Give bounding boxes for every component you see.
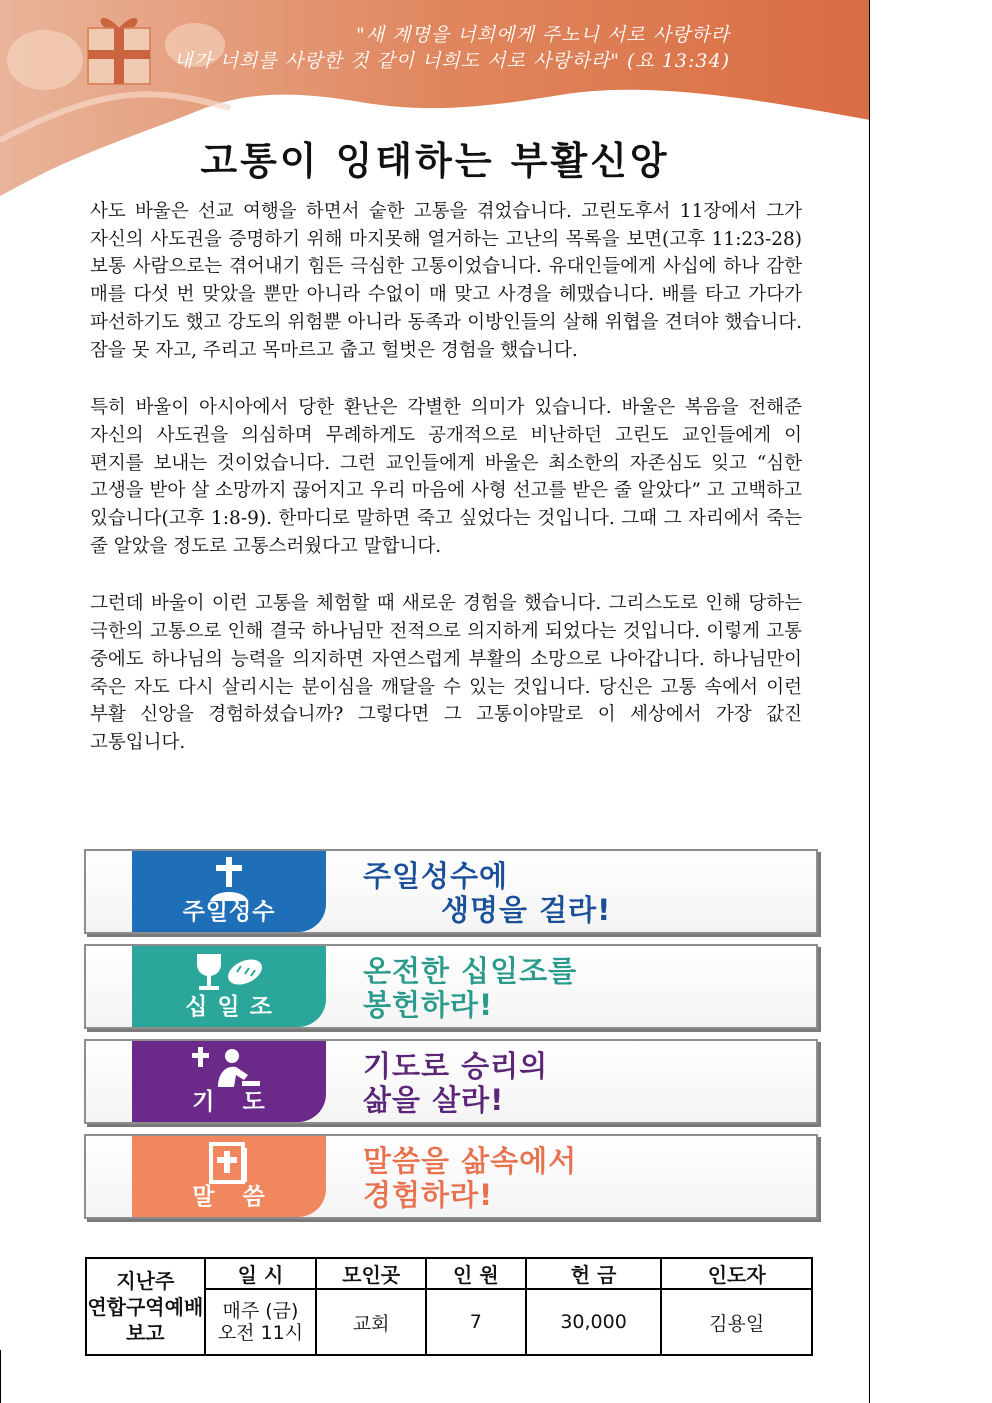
- report-row-header-line1: 지난주: [116, 1268, 175, 1293]
- header-quote-line2: 내가 너희를 사랑한 것 같이 너희도 서로 사랑하라" (요 13:34): [173, 50, 730, 72]
- chalice-bread-icon: [189, 952, 269, 992]
- col-leader: 인도자: [661, 1258, 812, 1289]
- slogan-tithe-line2: 봉헌하라!: [363, 988, 494, 1022]
- badge-label-tithe: 십 일 조: [185, 994, 273, 1020]
- badge-label-sunday: 주일성수: [182, 899, 276, 925]
- cell-datetime: [205, 1289, 317, 1355]
- slogan-word: [363, 1144, 577, 1212]
- paragraph-1: 사도 바울은 선교 여행을 하면서 숱한 고통을 겪었습니다. 고린도후서 11장에서 그가 자신의 사도권을 증명하기 위해 마지못해 열거하는 고난의 목록을 보면(고후 11:23-28) 보통 사람으로는 겪어내기 힘든 극심한 고통이었습니다. 유대인들에게 사십에 하나 감한 매를 다섯 번 맞았을 뿐만 아니라 수없이 매 맞고 사경을 헤맸습니다. 배를 타고 가다가 파선하기도 했고 강도의 위험뿐 아니라 동족과 이방인들의 살해 위협을 견뎌야 했습니다. 잠을 못 자고, 주리고 목마르고 춥고 헐벗은 경험을 했습니다.: [90, 201, 802, 361]
- badge-prayer: [132, 1041, 326, 1122]
- right-margin-line: [869, 0, 870, 1403]
- report-row-header: [86, 1258, 205, 1355]
- paragraph-3: 그런데 바울이 이런 고통을 체험할 때 새로운 경험을 했습니다. 그리스도로 인해 당하는 극한의 고통으로 인해 결국 하나님만 전적으로 의지하게 되었다는 것입니다. 이렇게 고통 중에도 하나님의 능력을 의지하면 자연스럽게 부활의 소망으로 나아갑니다. 하나님만이 죽은 자도 다시 살리시는 분이심을 깨달을 수 있는 것입니다. 당신은 고통 속에서 이런 부활 신앙을 경험하셨습니까? 그렇다면 그 고통이야말로 이 세상에서 가장 값진 고통입니다.: [90, 593, 802, 753]
- page-title: 고통이 잉태하는 부활신앙: [200, 139, 670, 183]
- banner-prayer: [84, 1039, 818, 1124]
- left-margin-line: [0, 1350, 1, 1403]
- slogan-tithe-line1: 온전한 십일조를: [363, 954, 578, 988]
- cell-count: 7: [426, 1289, 526, 1355]
- paragraph-2: 특히 바울이 아시아에서 당한 환난은 각별한 의미가 있습니다. 바울은 복음을 전해준 자신의 사도권을 의심하며 무례하게도 공개적으로 비난하던 고린도 교인들에게 이 편지를 보내는 것이었습니다. 그런 교인들에게 바울은 최소한의 자존심도 잊고 “심한 고생을 받아 살 소망까지 끊어지고 우리 마음에 사형 선고를 받은 줄 알았다” 고 고백하고 있습니다(고후 1:8-9). 한마디로 말하면 죽고 싶었다는 것입니다. 그때 그 자리에서 죽는 줄 알았을 정도로 고통스러웠다고 말합니다.: [90, 397, 802, 557]
- cell-leader: 김용일: [661, 1289, 812, 1355]
- slogan-prayer-line1: 기도로 승리의: [363, 1049, 549, 1083]
- slogan-sunday: [363, 859, 611, 927]
- article-body: [90, 198, 802, 787]
- report-row-header-line2: 연합구역예배: [87, 1294, 204, 1319]
- slogan-sunday-line2: 생명을 걸라!: [441, 893, 612, 927]
- report-row-header-line3: 보고: [125, 1320, 165, 1345]
- badge-word: [132, 1136, 326, 1217]
- cell-datetime-line2: 오전 11시: [217, 1322, 304, 1344]
- slogan-word-line2: 경험하라!: [363, 1178, 494, 1212]
- cell-datetime-line1: 매주 (금): [222, 1300, 299, 1322]
- gift-box-graphic: [88, 18, 150, 84]
- col-count: 인 원: [426, 1258, 526, 1289]
- col-offering: 헌 금: [526, 1258, 662, 1289]
- slogan-sunday-line1: 주일성수에: [363, 859, 509, 893]
- group-worship-report-table: [85, 1257, 813, 1356]
- slogan-prayer-line2: 삶을 살라!: [363, 1083, 505, 1117]
- slogan-prayer: [363, 1049, 548, 1117]
- banner-word: [84, 1134, 818, 1219]
- badge-label-word: 말 씀: [192, 1184, 266, 1210]
- header-quote-line1: "새 계명을 너희에게 주노니 서로 사랑하라: [356, 24, 730, 46]
- badge-tithe: [132, 946, 326, 1027]
- banner-tithe: [84, 944, 818, 1029]
- discipline-banners: [84, 849, 818, 1229]
- badge-sunday: [132, 851, 326, 932]
- slogan-tithe: [363, 954, 577, 1022]
- cell-place: 교회: [316, 1289, 426, 1355]
- col-datetime: 일 시: [205, 1258, 317, 1289]
- badge-label-prayer: 기 도: [192, 1089, 266, 1115]
- banner-sunday: [84, 849, 818, 934]
- slogan-word-line1: 말씀을 삶속에서: [363, 1144, 578, 1178]
- col-place: 모인곳: [316, 1258, 426, 1289]
- report-header-row: [86, 1258, 812, 1289]
- cell-offering: 30,000: [526, 1289, 662, 1355]
